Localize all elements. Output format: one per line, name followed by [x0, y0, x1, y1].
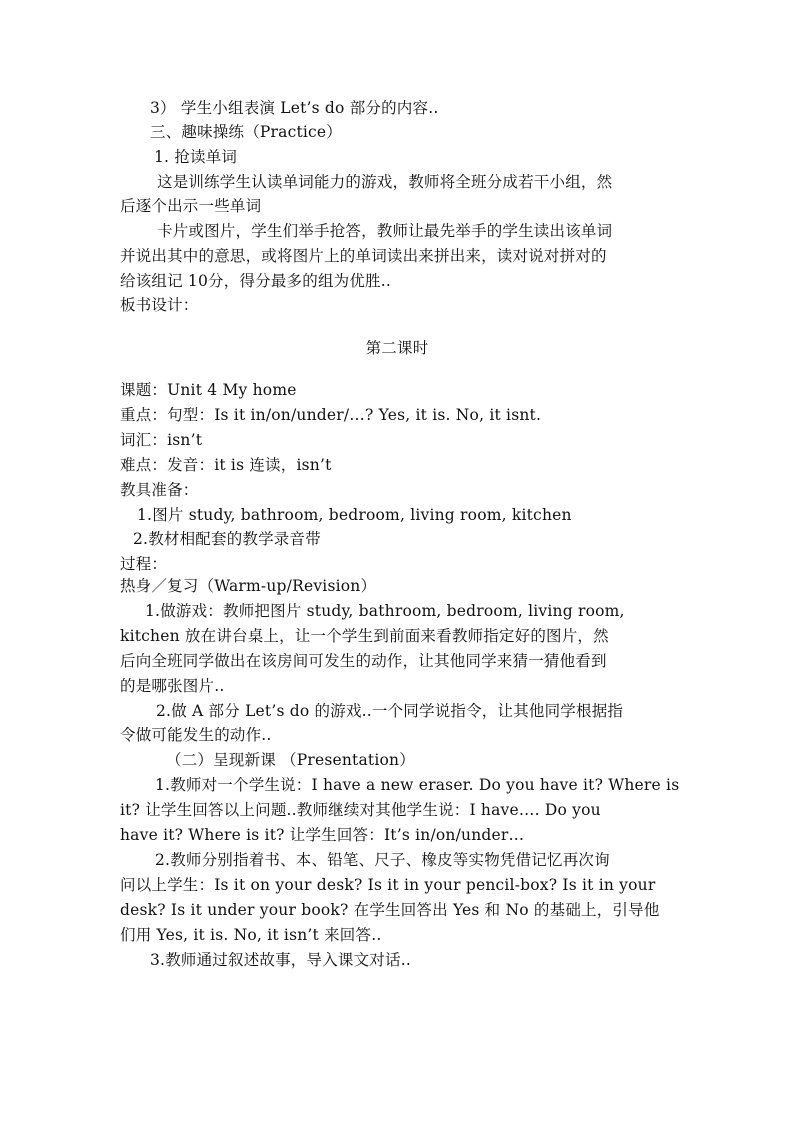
text-line: have it? Where is it? 让学生回答：It’s in/on/under… — [120, 826, 525, 844]
section-heading: 热身／复习（Warm-up/Revision） — [120, 577, 377, 595]
text-line: 令做可能发生的动作.. — [120, 726, 272, 744]
text-line: 2.做 A 部分 Let’s do 的游戏..一个同学说指令，让其他同学根据指 — [156, 702, 624, 720]
text-line: 3） 学生小组表演 Let’s do 部分的内容.. — [150, 99, 439, 117]
text-line: kitchen 放在讲台桌上，让一个学生到前面来看教师指定好的图片，然 — [120, 627, 609, 645]
text-line: 教具准备： — [120, 481, 199, 499]
text-line: 1.教师对一个学生说：I have a new eraser. Do you have it? Where is — [155, 776, 680, 794]
text-line: desk? Is it under your book? 在学生回答出 Yes 和 No 的基础上，引导他 — [120, 901, 660, 919]
text-line: 1.图片 study, bathroom, bedroom, living room, kitchen — [137, 506, 572, 524]
text-line: 2.教师分别指着书、本、铅笔、尺子、橡皮等实物凭借记忆再次询 — [155, 851, 610, 869]
text-line: 这是训练学生认读单词能力的游戏，教师将全班分成若干小组，然 — [157, 173, 613, 191]
text-line: 难点：发音：it is 连读，isn’t — [120, 456, 332, 474]
text-line: 1. 抢读单词 — [154, 148, 238, 166]
text-line: 给该组记 10分，得分最多的组为优胜.. — [120, 272, 392, 290]
text-line: 课题：Unit 4 My home — [120, 381, 297, 399]
section-heading: （二）呈现新课 （Presentation） — [166, 751, 415, 769]
text-line: 的是哪张图片.. — [120, 677, 225, 695]
text-line: it? 让学生回答以上问题..教师继续对其他学生说：I have…. Do you — [120, 801, 601, 819]
text-line: 3.教师通过叙述故事，导入课文对话.. — [150, 951, 411, 969]
text-line: 问以上学生：Is it on your desk? Is it in your pencil-box? Is it in your — [120, 876, 656, 894]
text-line: 词汇：isn’t — [120, 431, 203, 449]
section-heading: 三、趣味操练（Practice） — [150, 123, 343, 141]
text-line: 重点：句型：Is it in/on/under/…? Yes, it is. No, it isnt. — [120, 406, 542, 424]
lesson-title: 第二课时 — [365, 339, 429, 357]
text-line: 们用 Yes, it is. No, it isn’t 来回答.. — [120, 926, 382, 944]
text-line: 后向全班同学做出在该房间可发生的动作，让其他同学来猜一猜他看到 — [120, 652, 607, 670]
text-line: 卡片或图片，学生们举手抢答，教师让最先举手的学生读出该单词 — [157, 222, 613, 240]
text-line: 并说出其中的意思，或将图片上的单词读出来拼出来，读对说对拼对的 — [120, 247, 607, 265]
text-line: 1.做游戏：教师把图片 study, bathroom, bedroom, living room, — [145, 602, 625, 620]
text-line: 后逐个出示一些单词 — [120, 197, 262, 215]
text-line: 2.教材相配套的教学录音带 — [133, 530, 321, 548]
text-line: 过程： — [120, 555, 168, 573]
text-line: 板书设计： — [120, 296, 199, 314]
